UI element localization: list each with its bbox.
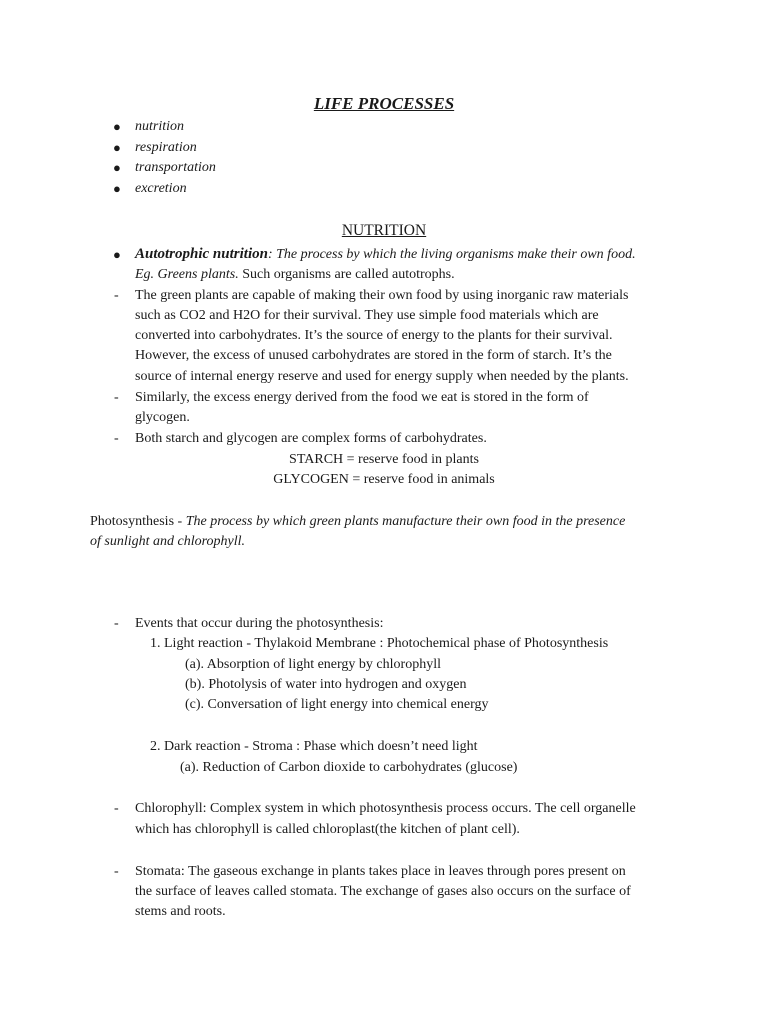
bullet-icon: ● bbox=[113, 160, 121, 175]
photosynthesis-definition-continued: of sunlight and chlorophyll. bbox=[90, 534, 246, 549]
starch-line: STARCH = reserve food in plants bbox=[289, 452, 479, 467]
autotrophic-example bbox=[135, 265, 455, 285]
autotrophic-example-text: Eg. Greens plants. bbox=[135, 267, 239, 282]
paragraph-line: which has chlorophyll is called chloroplast(the kitchen of plant cell). bbox=[135, 822, 520, 837]
autotrophic-definition bbox=[135, 244, 636, 265]
photosynthesis-definition bbox=[90, 512, 625, 532]
paragraph-line: glycogen. bbox=[135, 410, 190, 425]
bullet-icon: ● bbox=[113, 247, 121, 262]
page-title: LIFE PROCESSES bbox=[313, 94, 455, 113]
dash-marker: - bbox=[114, 390, 119, 405]
glycogen-line: GLYCOGEN = reserve food in animals bbox=[273, 472, 495, 487]
list-item: (b). Photolysis of water into hydrogen and oxygen bbox=[185, 677, 467, 692]
dash-marker: - bbox=[114, 616, 119, 631]
paragraph-line: converted into carbohydrates. It’s the source of energy to the plants for their survival. bbox=[135, 328, 613, 343]
events-intro: Events that occur during the photosynthesis: bbox=[135, 616, 384, 631]
paragraph-line: The green plants are capable of making their own food by using inorganic raw materials bbox=[135, 288, 629, 303]
list-item: respiration bbox=[135, 140, 197, 155]
list-item: transportation bbox=[135, 160, 216, 175]
autotrophic-tail: Such organisms are called autotrophs. bbox=[238, 267, 455, 282]
list-item: excretion bbox=[135, 181, 187, 196]
nutrition-heading: NUTRITION bbox=[341, 222, 427, 239]
bullet-icon: ● bbox=[113, 119, 121, 134]
list-item: (a). Reduction of Carbon dioxide to carbohydrates (glucose) bbox=[180, 760, 518, 775]
dash-marker: - bbox=[114, 431, 119, 446]
dash-marker: - bbox=[114, 864, 119, 879]
dark-reaction: 2. Dark reaction - Stroma : Phase which doesn’t need light bbox=[150, 739, 478, 754]
bullet-icon: ● bbox=[113, 140, 121, 155]
autotrophic-term: Autotrophic nutrition bbox=[135, 246, 268, 262]
list-item: (a). Absorption of light energy by chlorophyll bbox=[185, 657, 441, 672]
list-item: (c). Conversation of light energy into chemical energy bbox=[185, 697, 489, 712]
autotrophic-definition-text: : The process by which the living organisms make their own food. bbox=[267, 247, 636, 262]
paragraph-line: stems and roots. bbox=[135, 904, 226, 919]
paragraph-line: Similarly, the excess energy derived from the food we eat is stored in the form of bbox=[135, 390, 589, 405]
dash-marker: - bbox=[114, 801, 119, 816]
paragraph-line: such as CO2 and H2O for their survival. They use simple food materials which are bbox=[135, 308, 599, 323]
list-item: nutrition bbox=[135, 119, 185, 134]
dash-marker: - bbox=[114, 288, 119, 303]
paragraph-line: the surface of leaves called stomata. The exchange of gases also occurs on the surface of bbox=[135, 884, 631, 899]
paragraph-line: Stomata: The gaseous exchange in plants takes place in leaves through pores present on bbox=[135, 864, 626, 879]
photosynthesis-term: Photosynthesis - bbox=[90, 514, 186, 529]
light-reaction: 1. Light reaction - Thylakoid Membrane : Photochemical phase of Photosynthesis bbox=[150, 636, 609, 651]
paragraph-line: However, the excess of unused carbohydrates are stored in the form of starch. It’s the bbox=[135, 348, 612, 363]
bullet-icon: ● bbox=[113, 181, 121, 196]
paragraph-line: Chlorophyll: Complex system in which photosynthesis process occurs. The cell organelle bbox=[135, 801, 636, 816]
paragraph-line: source of internal energy reserve and used for energy supply when needed by the plants. bbox=[135, 369, 629, 384]
photosynthesis-definition-text: The process by which green plants manufacture their own food in the presence bbox=[185, 514, 626, 529]
paragraph-line: Both starch and glycogen are complex forms of carbohydrates. bbox=[135, 431, 487, 446]
